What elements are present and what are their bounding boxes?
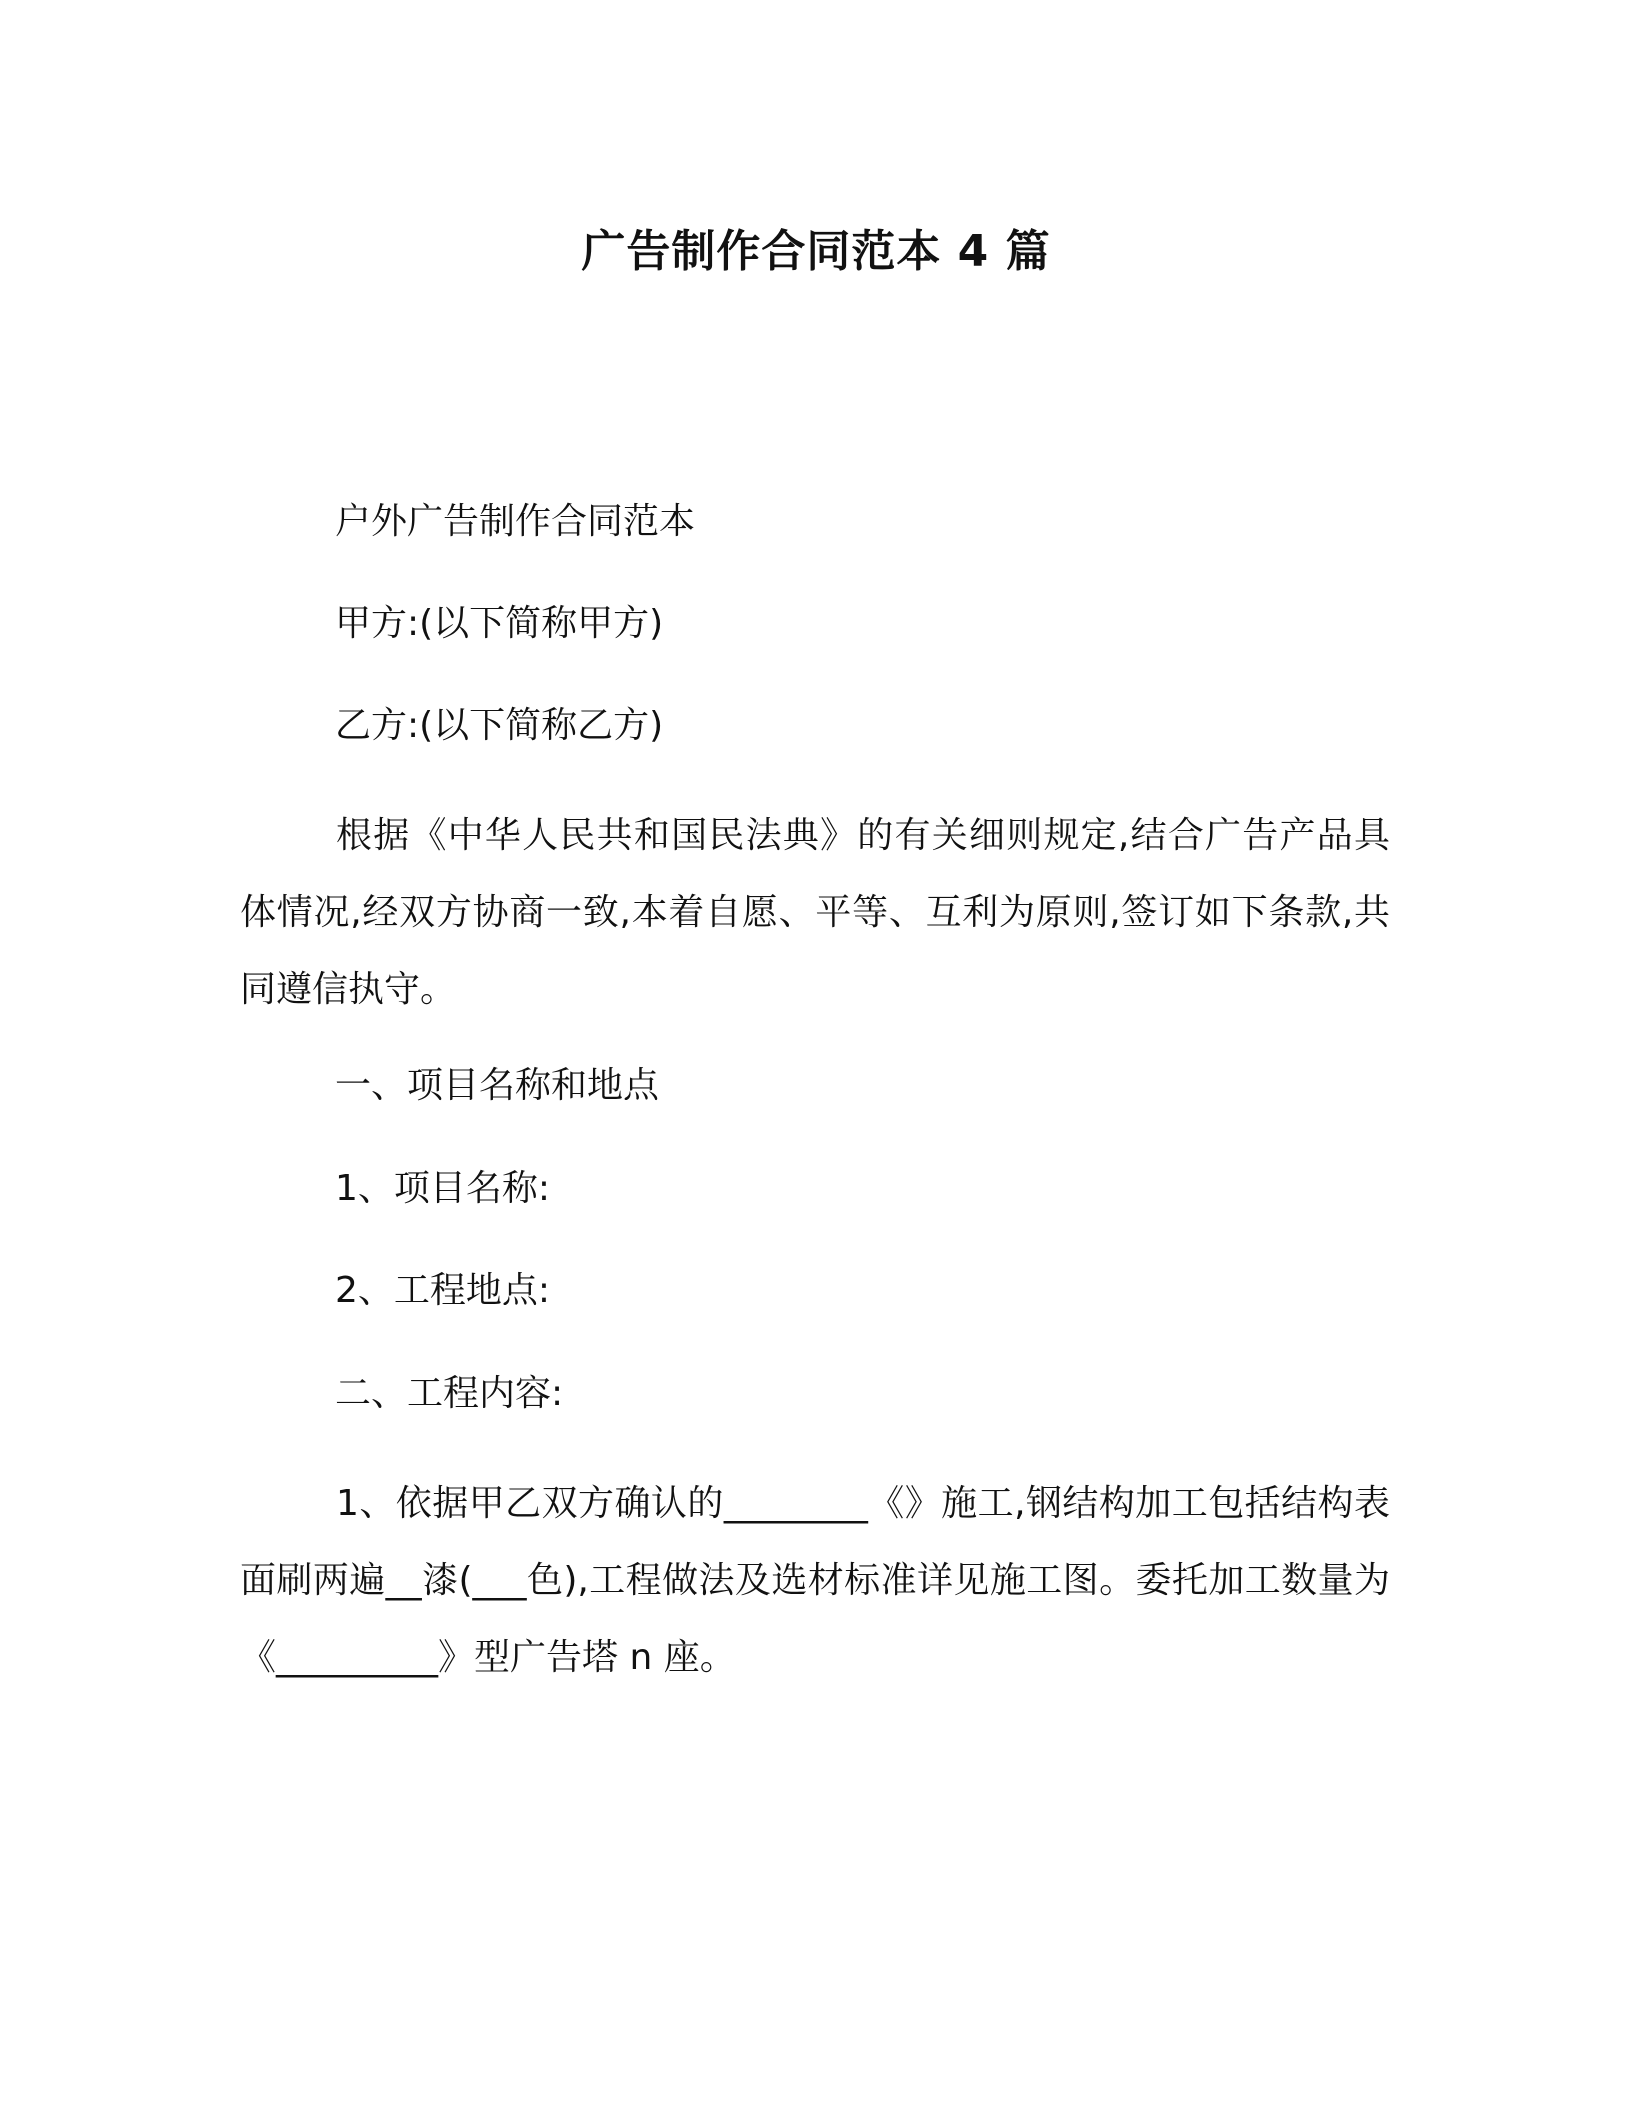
party-b-line: 乙方:(以下简称乙方) [335,705,664,746]
document-title: 广告制作合同范本 4 篇 [581,226,1051,277]
contract-subtitle: 户外广告制作合同范本 [335,501,696,542]
intro-paragraph: 根据《中华人民共和国民法典》的有关细则规定,结合广告产品具体情况,经双方协商一致,本着自愿、平等、互利为原则,签订如下条款,共同遵信执守。 [240,815,1390,1010]
work-content-paragraph: 1、依据甲乙双方确认的________《》施工,钢结构加工包括结构表面刷两遍__漆(___色),工程做法及选材标准详见施工图。委托加工数量为《_________》型广告塔 n 座。 [240,1483,1390,1678]
section-1-heading: 一、项目名称和地点 [335,1065,660,1106]
project-name-line: 1、项目名称: [335,1168,551,1209]
party-a-line: 甲方:(以下简称甲方) [335,603,664,644]
section-2-heading: 二、工程内容: [335,1373,564,1414]
project-location-line: 2、工程地点: [335,1270,551,1311]
